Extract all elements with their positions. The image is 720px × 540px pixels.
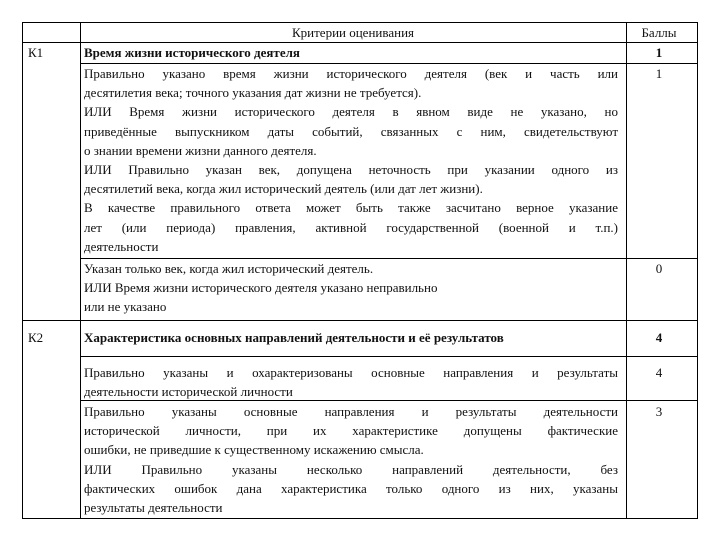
text-line: Правильно указано время жизни исторического деятеля (век и часть или (84, 66, 618, 81)
k2-level-4-text (84, 363, 618, 401)
table-border-left (22, 22, 23, 519)
k1-level-1-points: 1 (655, 66, 663, 81)
text-line: ИЛИ Время жизни исторического деятеля указано неправильно (84, 280, 438, 296)
text-line: Правильно указаны основные направления и результаты деятельности (84, 404, 618, 419)
k1-level-0-points: 0 (655, 261, 663, 276)
k1-title: Время жизни исторического деятеля (84, 45, 300, 60)
text-line: В качестве правильного ответа может быть также засчитано верное указание (84, 200, 618, 216)
k2-code: К2 (28, 330, 44, 345)
text-line: Правильно указаны и охарактеризованы основные направления и результаты (84, 365, 618, 380)
k1-code: К1 (28, 45, 44, 60)
k1-level-1-text (84, 64, 618, 256)
text-line: ИЛИ Время жизни исторического деятеля в явном виде не указано, но (84, 104, 618, 120)
text-line: результаты деятельности (84, 499, 223, 515)
text-line: десятилетий века, когда жил исторический деятель (или дат лет жизни). (84, 181, 483, 197)
header-points: Баллы (641, 25, 677, 40)
table-border-bottom (22, 518, 698, 519)
text-line: ИЛИ Правильно указаны несколько направлений деятельности, без (84, 461, 618, 477)
k1-level-0-text (84, 259, 618, 317)
table-column-divider (626, 22, 627, 519)
text-line: приведённые выпускником даты событий, связанных с ним, свидетельствуют (84, 123, 618, 139)
k2-level-3-points: 3 (655, 404, 663, 419)
header-criteria: Критерии оценивания (291, 25, 414, 40)
text-line: исторической личности, при их характеристике допущены фактические (84, 423, 618, 439)
text-line: Указан только век, когда жил исторический деятель. (84, 261, 374, 276)
text-line: деятельности (84, 238, 159, 254)
text-line: или не указано (84, 299, 167, 315)
k2-level-4-points: 4 (655, 365, 663, 380)
text-line: деятельности исторической личности (84, 384, 293, 400)
table-column-divider (80, 22, 81, 519)
table-border-right (697, 22, 698, 519)
k1-max-points: 1 (655, 45, 663, 60)
text-line: ИЛИ Правильно указан век, допущена неточность при указании одного из (84, 161, 618, 177)
text-line: десятилетия века; точного указания дат жизни не требуется). (84, 85, 422, 101)
table-row-divider (22, 320, 698, 321)
text-line: ошибки, не приведшие к существенному искажению смысла. (84, 442, 424, 458)
text-line: фактических ошибок дана характеристика только одного из них, указаны (84, 480, 618, 496)
text-line: о знании времени жизни данного деятеля. (84, 142, 317, 158)
k2-level-3-text (84, 402, 618, 517)
text-line: лет (или периода) правления, активной государственной (военной и т.п.) (84, 219, 618, 235)
k2-title: Характеристика основных направлений деятельности и её результатов (84, 330, 504, 345)
k2-max-points: 4 (655, 330, 663, 345)
table-row-divider (80, 356, 698, 357)
